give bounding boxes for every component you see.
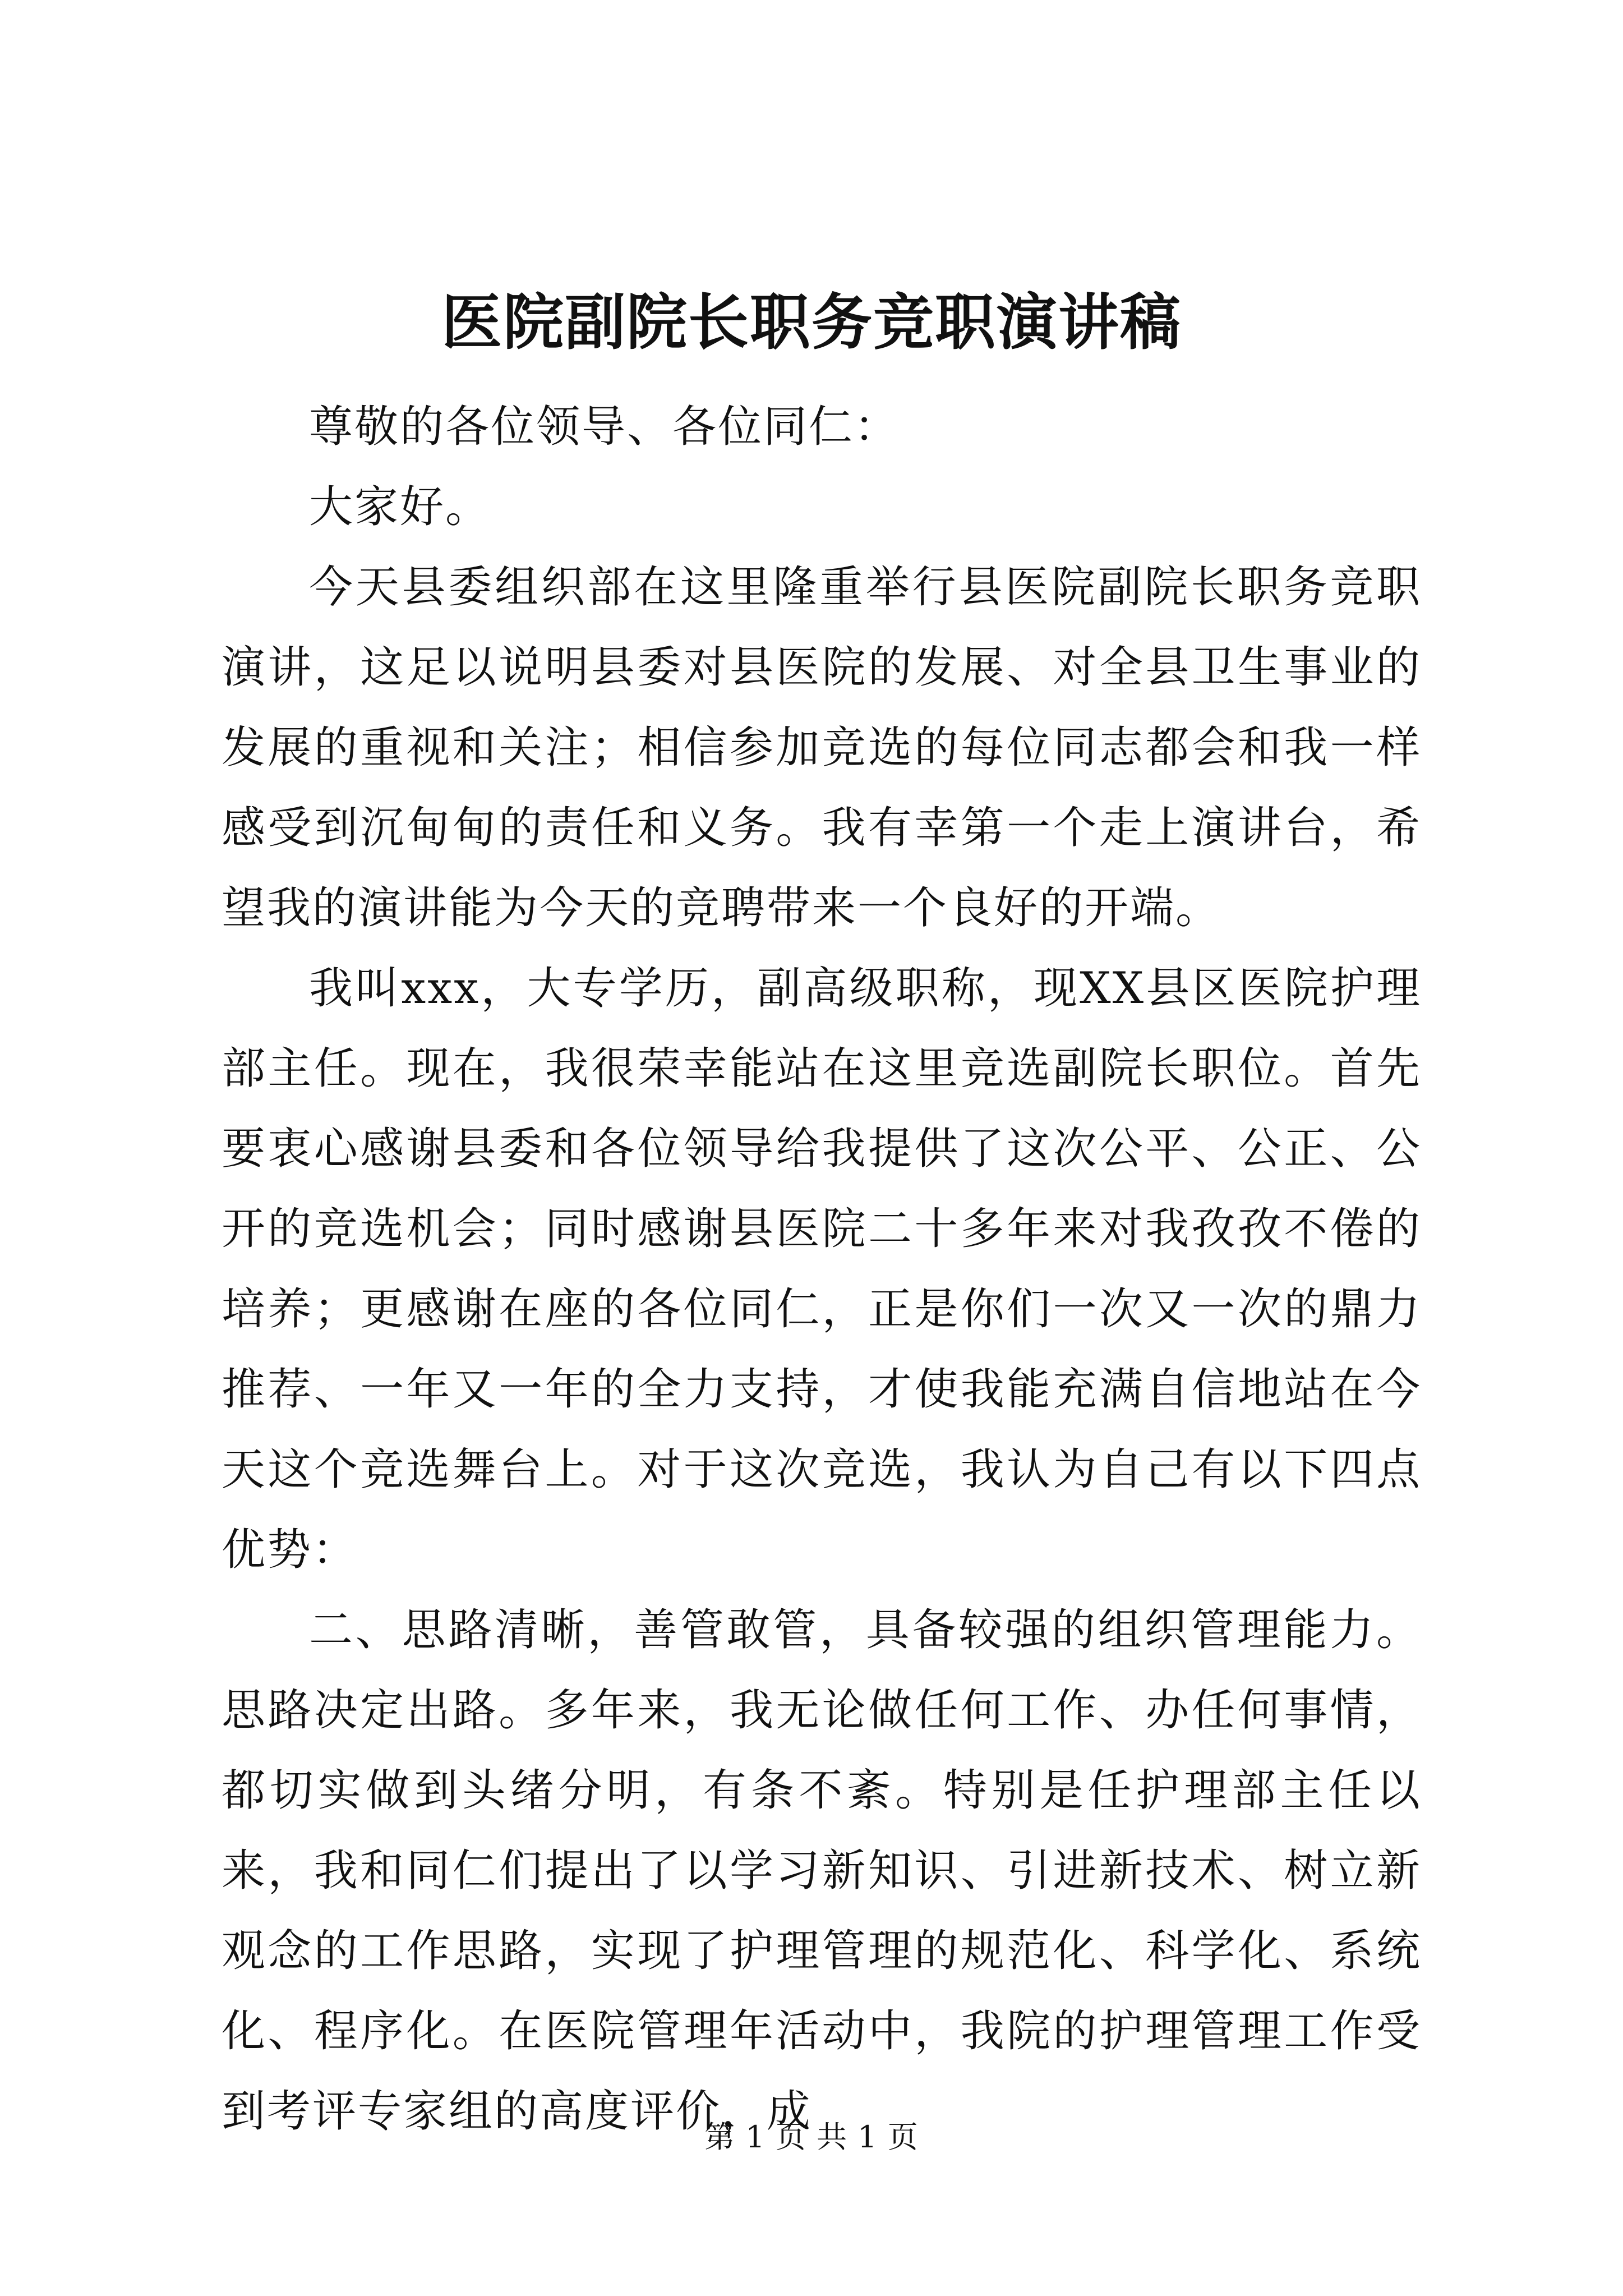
paragraph-introduction: 我叫xxx，大专学历，副高级职称，现XX县区医院护理部主任。现在，我很荣幸能站在这里竞选副院长职位。首先要衷心感谢县委和各位领导给我提供了这次公平、公正、公开的竞选机会；同时感谢县医院二十多年来对我孜孜不倦的培养；更感谢在座的各位同仁，正是你们一次又一次的鼎力推荐、一年又一年的全力支持，才使我能充满自信地站在今天这个竞选舞台上。对于这次竞选，我认为自己有以下四点优势： (222, 963, 1422, 1575)
page-footer: 第 1 页 共 1 页 (704, 2119, 919, 2155)
paragraph-salutation: 尊敬的各位领导、各位同仁： (309, 402, 900, 452)
paragraph-opening: 今天县委组织部在这里隆重举行县医院副院长职务竞职演讲，这足以说明县委对县医院的发展、对全县卫生事业的发展的重视和关注；相信参加竞选的每位同志都会和我一样感受到沉甸甸的责任和义务。我有幸第一个走上演讲台，希望我的演讲能为今天的竞聘带来一个良好的开端。 (222, 562, 1422, 933)
paragraph-advantage-two: 二、思路清晰，善管敢管，具备较强的组织管理能力。思路决定出路。多年来，我无论做任何工作、办任何事情，都切实做到头绪分明，有条不紊。特别是任护理部主任以来，我和同仁们提出了以学习新知识、引进新技术、树立新观念的工作思路，实现了护理管理的规范化、科学化、系统化、程序化。在医院管理年活动中，我院的护理管理工作受到考评专家组的高度评价，成 (222, 1605, 1422, 2137)
document-body (222, 387, 1422, 2152)
paragraph-greeting: 大家好。 (309, 482, 491, 532)
document-title: 医院副院长职务竞职演讲稿 (441, 287, 1182, 358)
